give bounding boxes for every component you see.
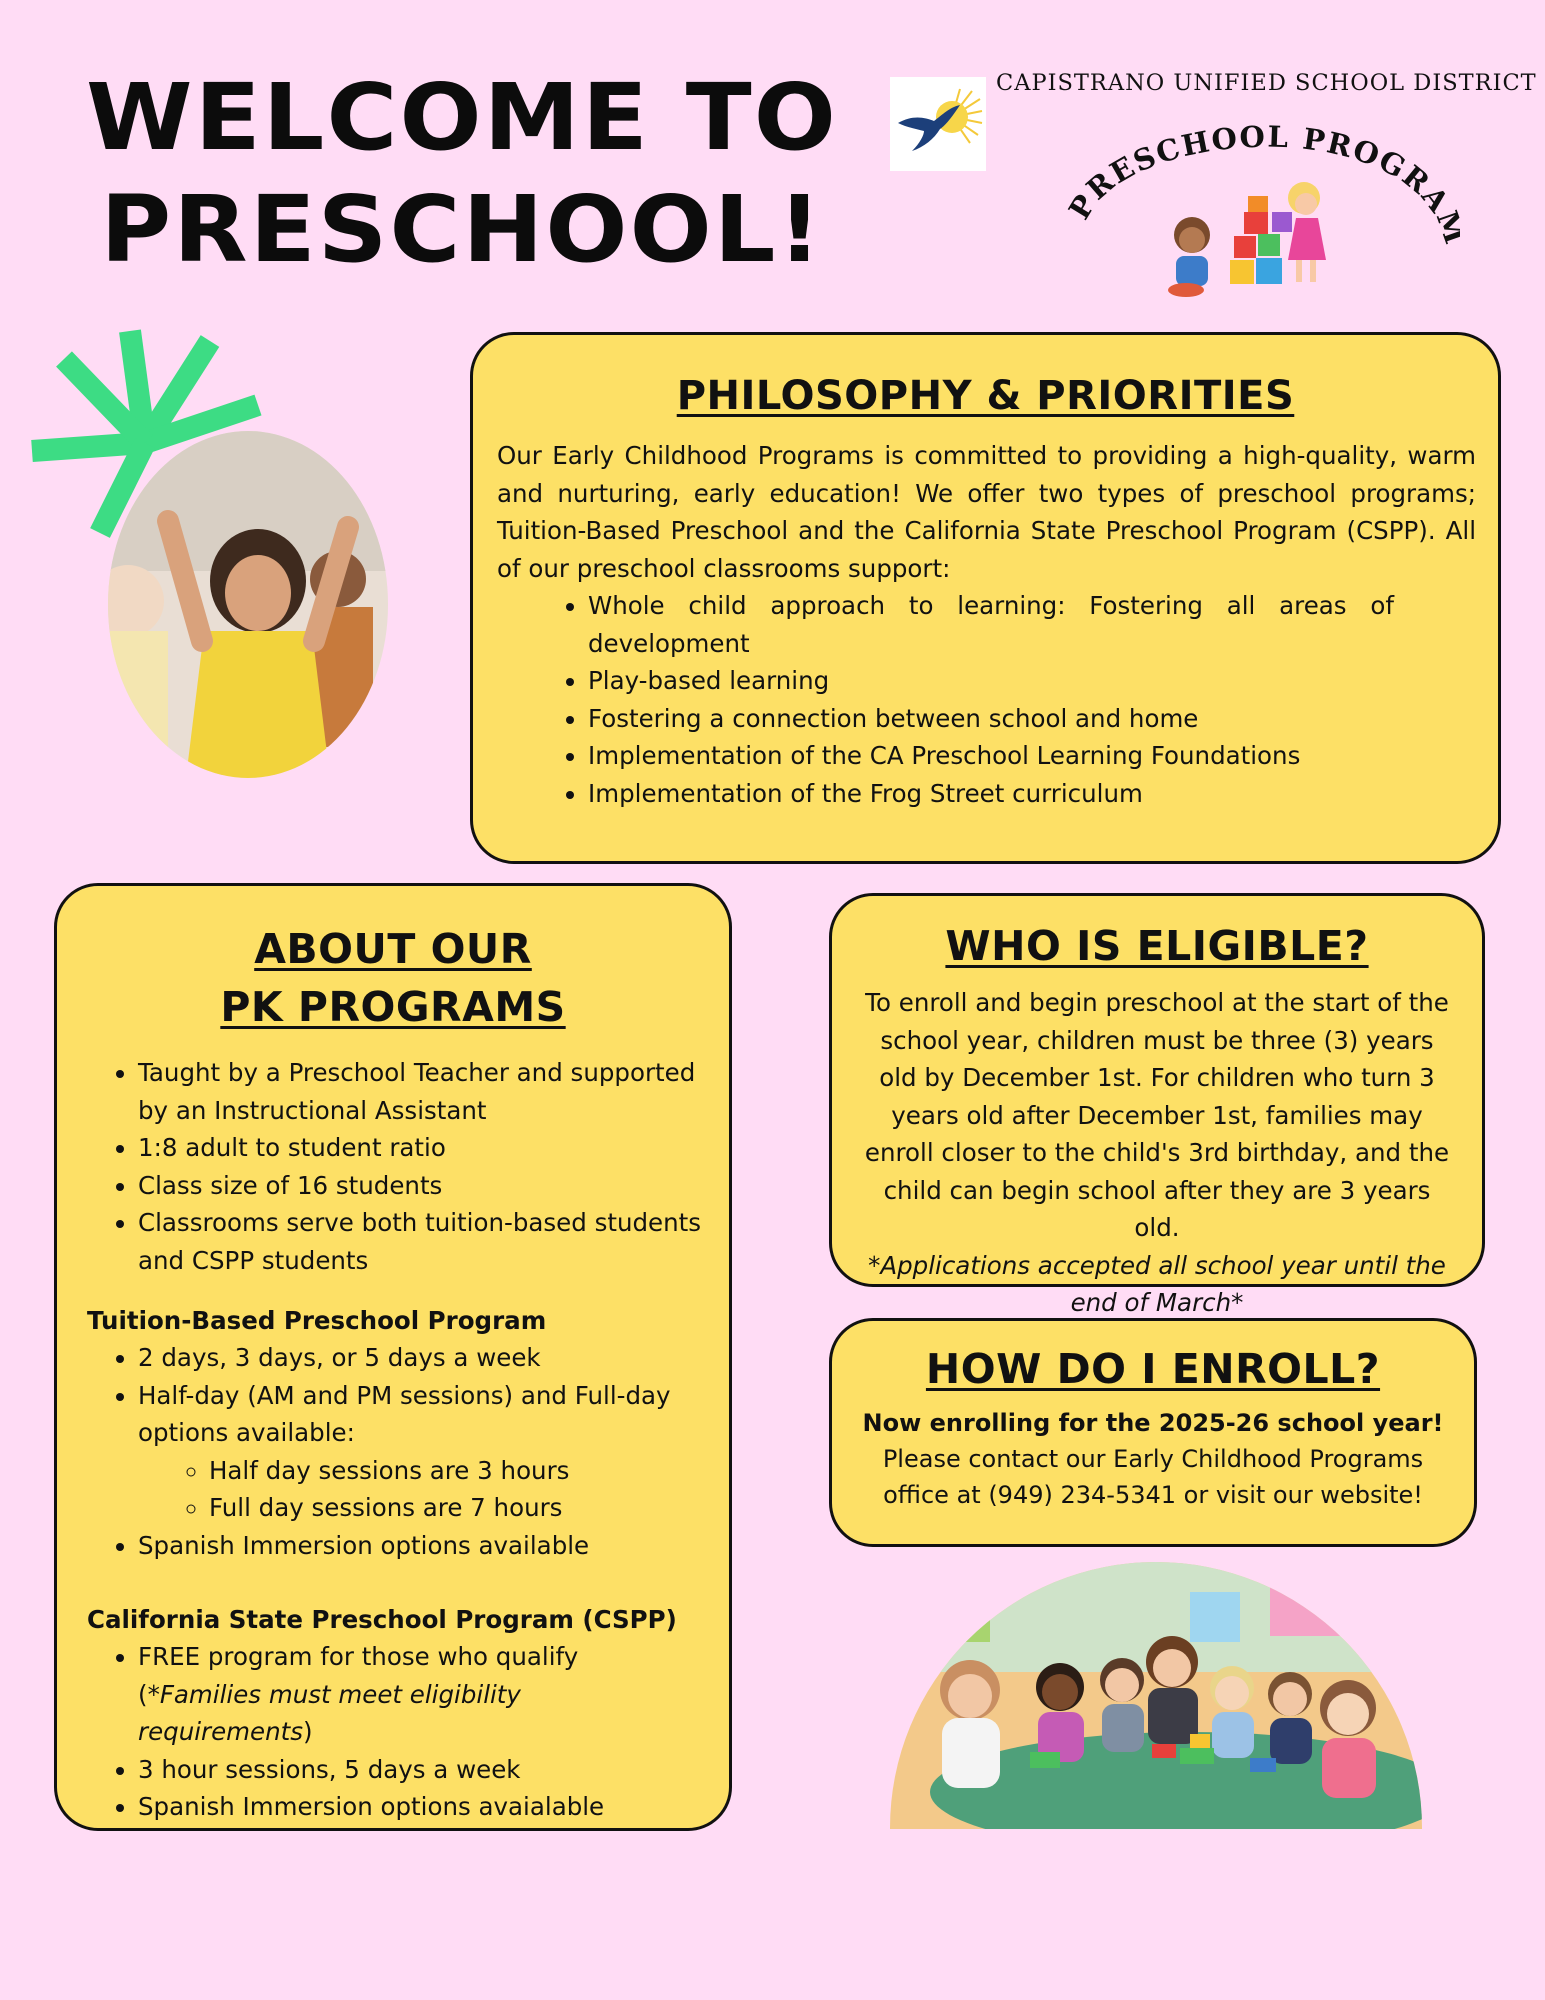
- eligibility-note: *Applications accepted all school year until the end of March*: [868, 1250, 1446, 1317]
- cspp-item-text: FREE program for those who qualify (: [138, 1642, 579, 1709]
- program-logo-text: PRESCHOOL PROGRA: [1061, 119, 1457, 226]
- list-item: • Spanish Immersion options avaialable: [138, 1788, 703, 1826]
- list-item: • Implementation of the CA Preschool Learning Foundations: [588, 737, 1394, 775]
- list-item: • Class size of 16 students: [138, 1167, 703, 1205]
- philosophy-list: [540, 587, 1394, 812]
- enroll-bold-line: Now enrolling for the 2025-26 school year!: [862, 1409, 1444, 1437]
- enroll-card: [829, 1318, 1477, 1547]
- eligibility-body: [858, 984, 1456, 1322]
- list-item: • Fostering a connection between school and home: [588, 700, 1394, 738]
- eligibility-heading: WHO IS ELIGIBLE?: [945, 922, 1369, 970]
- list-item: • Taught by a Preschool Teacher and supported by an Instructional Assistant: [138, 1054, 703, 1129]
- enroll-text: Please contact our Early Childhood Programs office at (949) 234-5341 or visit our website!: [882, 1445, 1424, 1509]
- district-logo: [890, 77, 986, 171]
- enroll-heading: HOW DO I ENROLL?: [925, 1345, 1381, 1393]
- cspp-item-italic: *Families must meet eligibility requirements: [138, 1679, 521, 1746]
- session-sublist: [163, 1452, 677, 1527]
- tuition-heading: Tuition-Based Preschool Program: [87, 1306, 547, 1335]
- list-item: • 1:8 adult to student ratio: [138, 1129, 703, 1167]
- list-item: • Classrooms serve both tuition-based students and CSPP students: [138, 1204, 703, 1279]
- about-heading-line-1: ABOUT OUR: [254, 925, 532, 973]
- title-line-2: PRESCHOOL!: [100, 176, 824, 283]
- tuition-list: [82, 1339, 703, 1564]
- philosophy-card: [470, 332, 1501, 864]
- about-card: [54, 883, 732, 1831]
- sub-list-item: ◦ Full day sessions are 7 hours: [209, 1489, 677, 1527]
- list-item: • Whole child approach to learning: Fostering all areas of development: [588, 587, 1394, 662]
- list-item: • Implementation of the Frog Street curriculum: [588, 775, 1394, 813]
- list-item: • Spanish Immersion options available: [138, 1527, 703, 1565]
- bird-sun-icon: [890, 77, 986, 171]
- list-item-text: Half-day (AM and PM sessions) and Full-day options available:: [138, 1380, 671, 1447]
- sub-list-item: ◦ Half day sessions are 3 hours: [209, 1452, 677, 1490]
- list-item: • 3 hour sessions, 5 days a week: [138, 1751, 703, 1789]
- title-line-1: WELCOME TO: [86, 64, 838, 171]
- philosophy-intro: Our Early Childhood Programs is committed to providing a high-quality, warm and nurturing, early education! We offer two types of preschool programs; Tuition-Based Preschool and the California State Preschool Program (CSPP). All of our preschool classrooms support:: [497, 441, 1476, 583]
- kids-blocks-icon: [1168, 182, 1326, 297]
- eligibility-card: [829, 893, 1485, 1317]
- list-item: [138, 1638, 703, 1751]
- about-heading: [57, 920, 729, 1036]
- about-heading-line-2: PK PROGRAMS: [220, 983, 566, 1031]
- cspp-item-close: ): [303, 1717, 313, 1746]
- district-name: CAPISTRANO UNIFIED SCHOOL DISTRICT: [996, 70, 1537, 96]
- philosophy-heading: PHILOSOPHY & PRIORITIES: [676, 373, 1295, 419]
- preschool-programs-logo: [1060, 100, 1460, 310]
- list-item: • Play-based learning: [588, 662, 1394, 700]
- list-item: [138, 1377, 703, 1527]
- enroll-body: [852, 1405, 1454, 1513]
- child-photo: [108, 431, 388, 778]
- cspp-heading: California State Preschool Program (CSPP): [87, 1605, 677, 1634]
- cspp-list: [82, 1638, 703, 1826]
- about-list: [82, 1054, 703, 1279]
- eligibility-text: To enroll and begin preschool at the start of the school year, children must be three (3) years old by December 1st. For children who turn 3 years old after December 1st, families may enroll closer to the child's 3rd birthday, and the child can begin school after they are 3 years old.: [864, 988, 1450, 1242]
- page-title: [82, 62, 842, 286]
- classroom-photo: [890, 1562, 1422, 1829]
- list-item: • 2 days, 3 days, or 5 days a week: [138, 1339, 703, 1377]
